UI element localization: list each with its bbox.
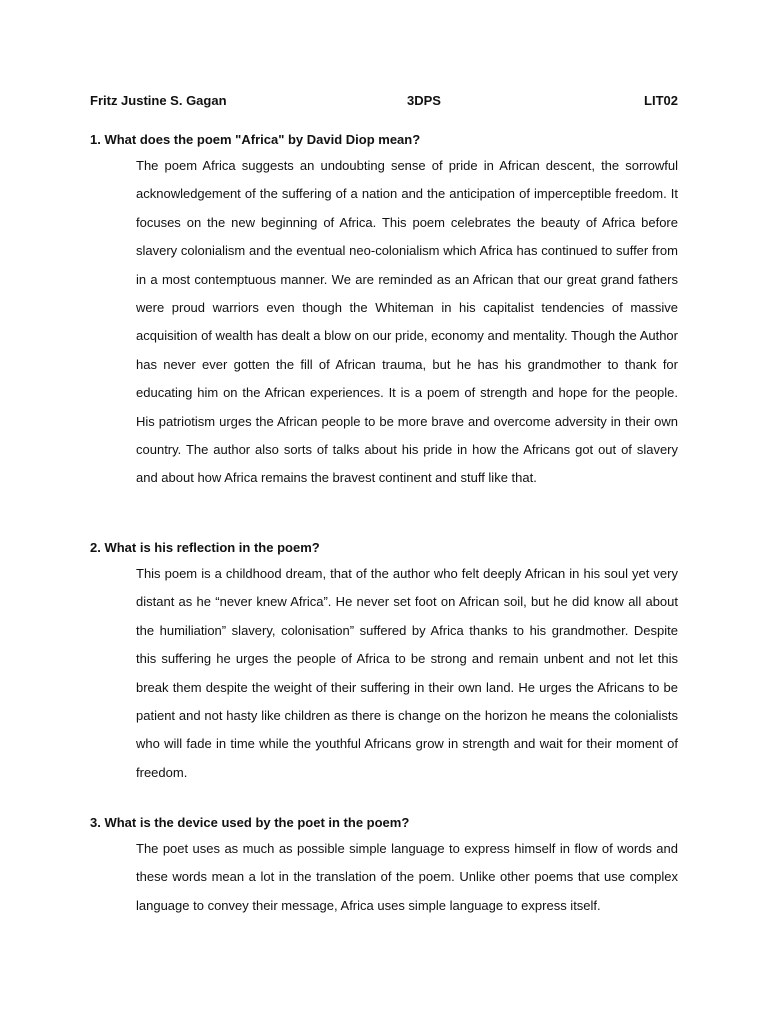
course-code: LIT02	[644, 93, 678, 108]
question-3	[90, 814, 680, 920]
class-section: 3DPS	[407, 93, 441, 108]
question-1-answer: The poem Africa suggests an undoubting sense of pride in African descent, the sorrowful acknowledgement of the suffering of a nation and the anticipation of imperceptible freedom. It focuses on the new beginning of Africa. This poem celebrates the beauty of Africa before slavery colonialism and the eventual neo-colonialism which Africa has continued to suffer from in a most contemptuous manner. We are reminded as an African that our great grand fathers were proud warriors even though the Whiteman in his capitalist tendencies of massive acquisition of wealth has dealt a blow on our pride, economy and mentality. Though the Author has never ever gotten the fill of African trauma, but he has his grandmother to thank for educating him on the African experiences. It is a poem of strength and hope for the people. His patriotism urges the African people to be more brave and overcome adversity in their own country. The author also sorts of talks about his pride in how the Africans got out of slavery and about how Africa remains the bravest continent and stuff like that.	[136, 158, 678, 486]
question-2-answer: This poem is a childhood dream, that of the author who felt deeply African in his soul yet very distant as he “never knew Africa”. He never set foot on African soil, but he did know all about the humiliation” slavery, colonisation” suffered by Africa thanks to his grandmother. Despite this suffering he urges the people of Africa to be strong and remain unbent and not let this break them despite the weight of their suffering in their own land. He urges the Africans to be patient and not hasty like children as there is change on the horizon he means the colonialists who will fade in time while the youthful Africans grow in strength and wait for their moment of freedom.	[136, 566, 678, 780]
question-2-title: 2. What is his reflection in the poem?	[90, 540, 320, 555]
question-1	[90, 131, 680, 493]
question-3-title: 3. What is the device used by the poet in the poem?	[90, 815, 410, 830]
question-1-title: 1. What does the poem "Africa" by David Diop mean?	[90, 132, 421, 147]
document-header	[90, 93, 678, 113]
question-3-answer: The poet uses as much as possible simple language to express himself in flow of words and these words mean a lot in the translation of the poem. Unlike other poems that use complex language to convey their message, Africa uses simple language to express itself.	[136, 841, 678, 913]
student-name: Fritz Justine S. Gagan	[90, 93, 227, 108]
question-2	[90, 539, 680, 787]
